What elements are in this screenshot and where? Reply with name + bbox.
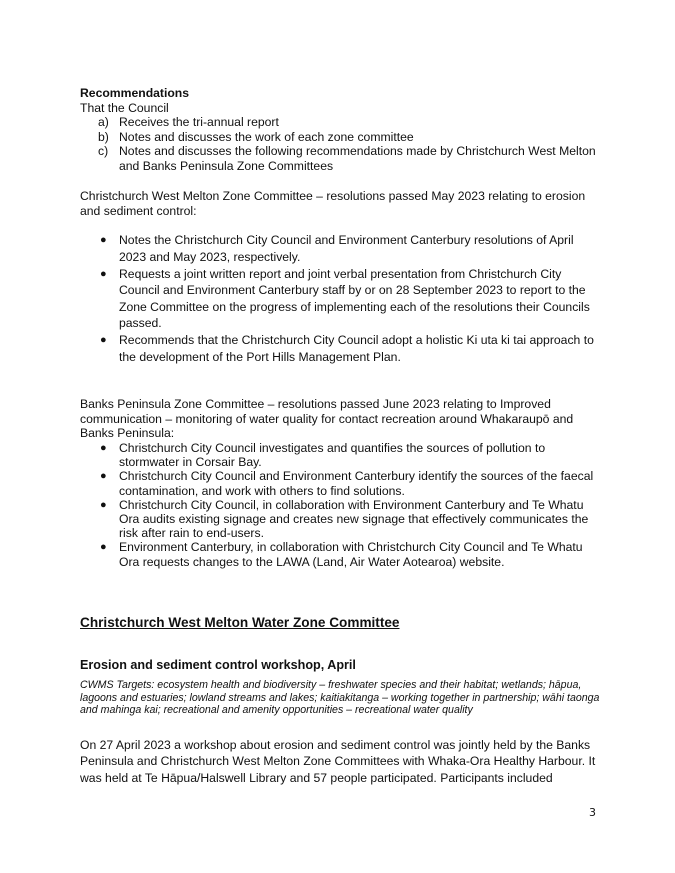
- list-item: ● Notes the Christchurch City Council and Environment Canterbury resolutions of April 2023 and May 2023, respectively.: [100, 233, 574, 264]
- cwm-resolutions-intro: Christchurch West Melton Zone Committee – resolutions passed May 2023 relating to erosion and sediment control:: [80, 188, 586, 218]
- bp-resolutions-list: [80, 441, 600, 569]
- bullet-icon: ●: [100, 470, 107, 483]
- recommendations-list: [80, 115, 600, 173]
- list-item: ● Recommends that the Christchurch City Council adopt a holistic Ki uta ki tai approach to the development of the Port Hills Management Plan.: [100, 332, 594, 364]
- list-item: b) Notes and discusses the work of each zone committee: [98, 129, 414, 144]
- list-item: ● Environment Canterbury, in collaboration with Christchurch City Council and Te Whatu Ora requests changes to the LAWA (Land, Air Water Aotearoa) website.: [100, 540, 583, 569]
- bullet-icon: ●: [100, 541, 107, 554]
- list-item: ● Christchurch City Council, in collaboration with Environment Canterbury and Te Whatu Ora audits existing signage and creates new signage that effectively communicates the risk after rain to end-users.: [100, 497, 589, 541]
- cwms-targets: CWMS Targets: ecosystem health and biodiversity – freshwater species and their habitat; wetlands; hāpua, lagoons and estuaries; lowland streams and lakes; kaitiakitanga – working together in partnership; wāhi taonga and mahinga kai; recreational and amenity opportunities – recreational water quality: [80, 678, 600, 717]
- list-item: ● Christchurch City Council and Environment Canterbury identify the sources of the faecal contamination, and work with others to find solutions.: [100, 469, 594, 498]
- bullet-icon: ●: [100, 498, 107, 511]
- recommendations-heading: Recommendations: [80, 86, 190, 100]
- cwm-resolutions-list: [80, 232, 600, 365]
- recommendations-intro: That the Council: [80, 100, 169, 115]
- document-page: [80, 86, 600, 786]
- page-number: 3: [589, 806, 596, 819]
- list-item: a) Receives the tri-annual report: [98, 115, 279, 130]
- section-heading: Christchurch West Melton Water Zone Committee: [80, 614, 400, 630]
- bullet-icon: ●: [100, 333, 107, 346]
- list-item: c) Notes and discusses the following recommendations made by Christchurch West Melton and Banks Peninsula Zone Committees: [98, 144, 596, 173]
- list-item: ● Christchurch City Council investigates and quantifies the sources of pollution to stormwater in Corsair Bay.: [100, 440, 546, 470]
- bp-resolutions-intro: Banks Peninsula Zone Committee – resolutions passed June 2023 relating to Improved communication – monitoring of water quality for contact recreation around Whakaraupō and Banks Peninsula:: [80, 397, 574, 441]
- bullet-icon: ●: [100, 441, 107, 454]
- workshop-paragraph: On 27 April 2023 a workshop about erosion and sediment control was jointly held by the Banks Peninsula and Christchurch West Melton Zone Committees with Whaka-Ora Healthy Harbour. It was held at Te Hāpua/Halswell Library and 57 people participated. Participants included: [80, 738, 596, 785]
- bullet-icon: ●: [100, 234, 107, 247]
- section-subheading: Erosion and sediment control workshop, April: [80, 657, 356, 672]
- bullet-icon: ●: [100, 267, 107, 280]
- list-item: ● Requests a joint written report and joint verbal presentation from Christchurch City Council and Environment Canterbury staff by or on 28 September 2023 to report to the Zone Committee on the progress of implementing each of the resolutions their Councils passed.: [100, 266, 590, 331]
